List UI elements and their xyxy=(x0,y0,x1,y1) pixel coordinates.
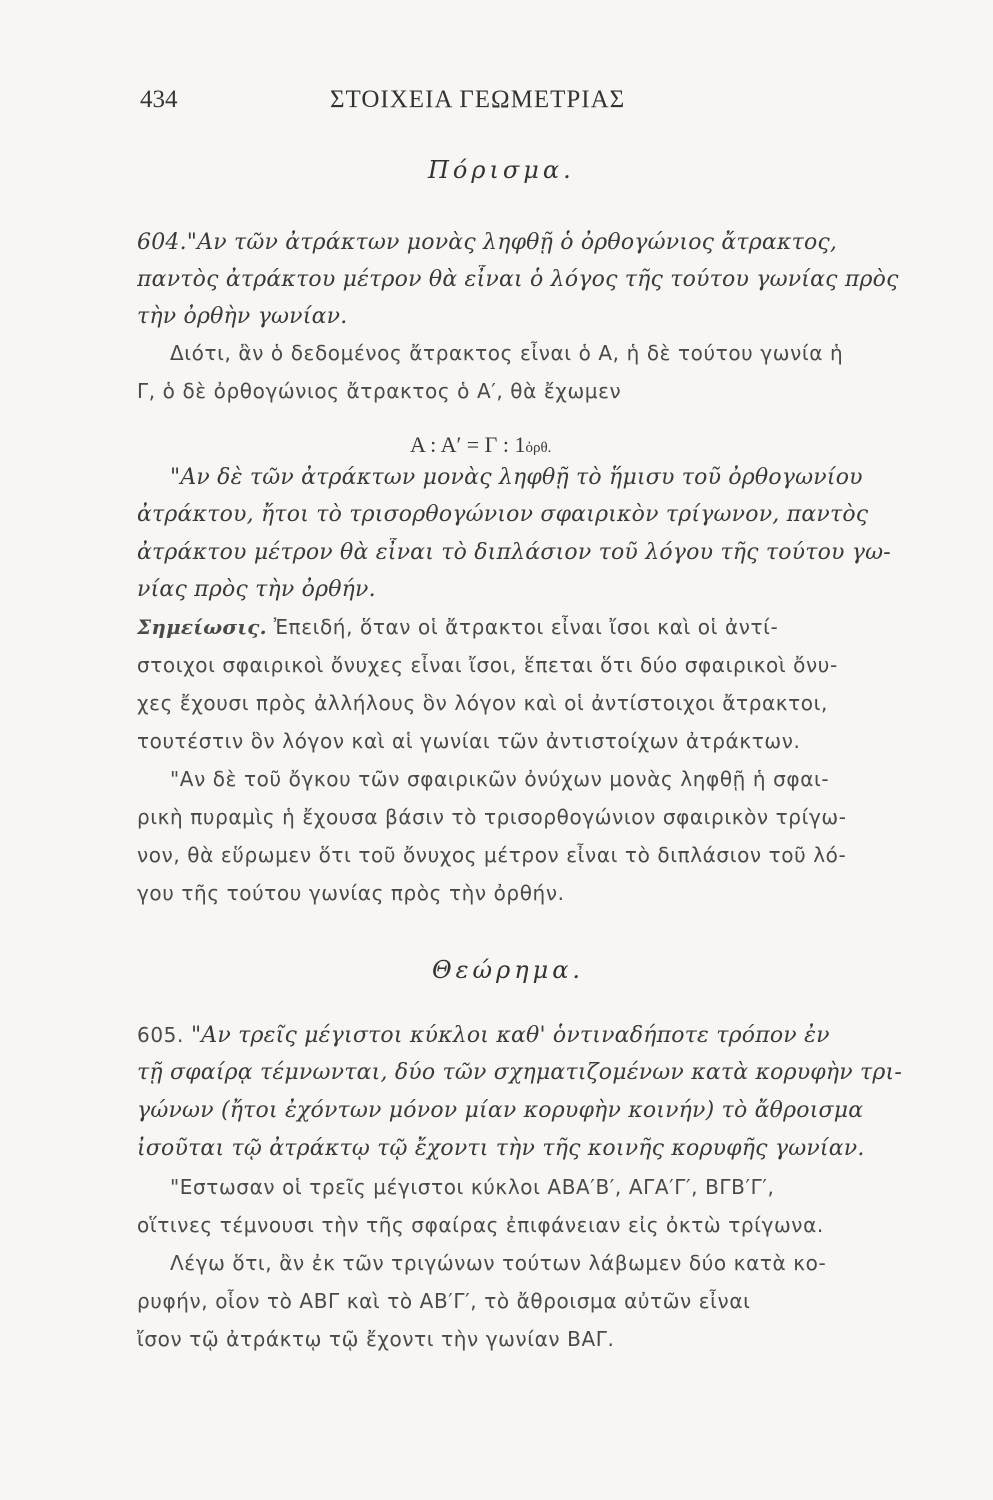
porisma2-line-3: ἀτράκτου μέτρον θὰ εἶναι τὸ διπλάσιον τοῦ λόγου τῆς τούτου γω- xyxy=(137,540,891,565)
porisma2-line-4: νίας πρὸς τὴν ὀρθήν. xyxy=(137,577,376,602)
theorema-number: 605. xyxy=(137,1023,184,1047)
formula-unit: ὀρθ. xyxy=(525,440,552,456)
proof-line-4: ρυφήν, οἷον τὸ ΑΒΓ καὶ τὸ ΑΒ′Γ′, τὸ ἄθροισμα αὐτῶν εἶναι xyxy=(137,1289,751,1313)
porisma-line-5: Γ, ὁ δὲ ὀρθογώνιος ἄτρακτος ὁ Α′, θὰ ἔχωμεν xyxy=(137,379,622,403)
note-line-1 xyxy=(137,612,907,642)
proof-line-1: "Εστωσαν οἱ τρεῖς μέγιστοι κύκλοι ΑΒΑ′Β′, ΑΓΑ′Γ′, ΒΓΒ′Γ′, xyxy=(170,1175,775,1199)
note-line-2: στοιχοι σφαιρικοὶ ὄνυχες εἶναι ἴσοι, ἕπεται ὅτι δύο σφαιρικοὶ ὄνυ- xyxy=(137,653,838,677)
proof-line-2: οἵτινες τέμνουσι τὴν τῆς σφαίρας ἐπιφάνειαν εἰς ὀκτὼ τρίγωνα. xyxy=(137,1213,824,1237)
porisma2-line-2: ἀτράκτου, ἤτοι τὸ τρισορθογώνιον σφαιρικὸν τρίγωνον, παντὸς xyxy=(137,502,869,527)
note-label: Σημείωσις. xyxy=(137,615,267,639)
theorema-line-1 xyxy=(137,1020,907,1051)
theorema-line-4: ἰσοῦται τῷ ἀτράκτῳ τῷ ἔχοντι τὴν τῆς κοινῆς κορυφῆς γωνίαν. xyxy=(137,1136,865,1161)
note-line-8: γου τῆς τούτου γωνίας πρὸς τὴν ὀρθήν. xyxy=(137,881,565,905)
porisma2-line-1: "Αν δὲ τῶν ἀτράκτων μονὰς ληφθῇ τὸ ἥμισυ τοῦ ὀρθογωνίου xyxy=(170,465,863,490)
proportion-formula xyxy=(410,432,551,458)
porisma-line-4: Διότι, ἂν ὁ δεδομένος ἄτρακτος εἶναι ὁ Α, ἡ δὲ τούτου γωνία ἡ xyxy=(170,341,844,365)
proof-line-3: Λέγω ὅτι, ἂν ἐκ τῶν τριγώνων τούτων λάβωμεν δύο κατὰ κο- xyxy=(170,1251,827,1275)
theorema-heading: Θεώρημα. xyxy=(432,956,585,984)
porisma-line-1: 604."Αν τῶν ἀτράκτων μονὰς ληφθῇ ὁ ὀρθογώνιος ἄτρακτος, xyxy=(137,230,838,255)
proof-line-5: ἴσον τῷ ἀτράκτῳ τῷ ἔχοντι τὴν γωνίαν ΒΑΓ. xyxy=(137,1327,615,1351)
theorema-statement-first: "Αν τρεῖς μέγιστοι κύκλοι καθ' ὁντιναδήποτε τρόπον ἐν xyxy=(190,1023,830,1048)
formula-main: Α : Α′ = Γ : 1 xyxy=(410,432,526,457)
theorema-line-2: τῇ σφαίρᾳ τέμνωνται, δύο τῶν σχηματιζομένων κατὰ κορυφὴν τρι- xyxy=(137,1060,903,1085)
note-line-3: χες ἔχουσι πρὸς ἀλλήλους ὃν λόγον καὶ οἱ ἀντίστοιχοι ἄτρακτοι, xyxy=(137,691,828,715)
porisma-heading: Πόρισμα. xyxy=(428,156,575,184)
page-number: 434 xyxy=(140,86,178,113)
theorema-line-3: γώνων (ἤτοι ἐχόντων μόνον μίαν κορυφὴν κοινήν) τὸ ἄθροισμα xyxy=(137,1098,864,1123)
note-line-5: "Αν δὲ τοῦ ὄγκου τῶν σφαιρικῶν ὀνύχων μονὰς ληφθῇ ἡ σφαι- xyxy=(170,767,830,791)
note-line-7: νον, θὰ εὕρωμεν ὅτι τοῦ ὄνυχος μέτρον εἶναι τὸ διπλάσιον τοῦ λό- xyxy=(137,843,847,867)
note-line-4: τουτέστιν ὃν λόγον καὶ αἱ γωνίαι τῶν ἀντιστοίχων ἀτράκτων. xyxy=(137,729,801,753)
running-title: ΣΤΟΙΧΕΙΑ ΓΕΩΜΕΤΡΙΑΣ xyxy=(330,86,626,113)
porisma-line-2: παντὸς ἀτράκτου μέτρον θὰ εἶναι ὁ λόγος τῆς τούτου γωνίας πρὸς xyxy=(137,267,899,292)
note-line-6: ρικὴ πυραμὶς ἡ ἔχουσα βάσιν τὸ τρισορθογώνιον σφαιρικὸν τρίγω- xyxy=(137,805,847,829)
porisma-line-3: τὴν ὀρθὴν γωνίαν. xyxy=(137,304,348,329)
note-text-1: Ἐπειδή, ὅταν οἱ ἄτρακτοι εἶναι ἴσοι καὶ οἱ ἀντί- xyxy=(273,615,779,639)
